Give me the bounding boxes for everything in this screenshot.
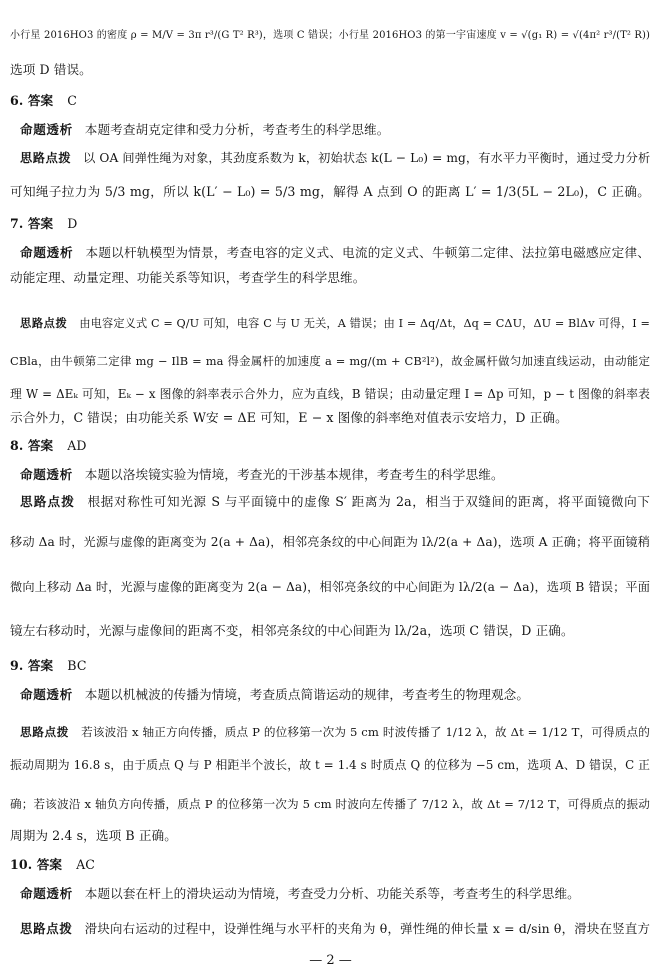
answer-choice: C — [67, 93, 77, 108]
paragraph-start — [20, 921, 650, 937]
section-tag: 命题透析 — [20, 886, 73, 901]
line-text: 振动周期为 16.8 s，由于质点 Q 与 P 相距半个波长，故 t = 1.4 s 时质点 Q 的位移为 −5 cm，选项 A、D 错误，C 正 — [10, 758, 650, 772]
section-tag: 思路点拨 — [20, 725, 70, 739]
answer-heading — [10, 857, 650, 873]
section-tag: 命题透析 — [20, 687, 73, 702]
section-tag: 思路点拨 — [20, 494, 75, 509]
line-text: 确；若该波沿 x 轴负方向传播，质点 P 的位移第一次为 5 cm 时波向左传播了 7/12 λ，故 Δt = 7/12 T，可得质点的振动 — [10, 797, 650, 811]
line-text: 滑块向右运动的过程中，设弹性绳与水平杆的夹角为 θ，弹性绳的伸长量 x = d/sin θ，滑块在竖直方 — [84, 921, 651, 936]
paragraph-start — [20, 724, 650, 740]
paragraph-line — [10, 579, 650, 595]
paragraph-line — [10, 534, 650, 550]
paragraph-line — [10, 410, 650, 426]
section-tag: 思路点拨 — [20, 316, 68, 330]
paragraph-start — [20, 494, 650, 510]
line-text: 小行星 2016HO3 的密度 ρ = M/V = 3π r³/(G T² R³)，选项 C 错误；小行星 2016HO3 的第一宇宙速度 v = √(g₁ R) = √(4π² r³/(T² R)) — [10, 30, 650, 41]
answer-choice: D — [67, 216, 78, 231]
line-text: 移动 Δa 时，光源与虚像的距离变为 2(a + Δa)，相邻亮条纹的中心间距为 lλ/2(a + Δa)，选项 A 正确；将平面镜稍 — [10, 535, 650, 549]
section-tag: 思路点拨 — [20, 151, 72, 165]
paragraph-line — [10, 353, 650, 369]
paragraph-start — [20, 467, 650, 483]
line-text: 根据对称性可知光源 S 与平面镜中的虚像 S′ 距离为 2a，相当于双缝间的距离，将平面镜微向下 — [86, 494, 651, 509]
paragraph-line — [10, 386, 650, 402]
answer-number: 8. 答案 — [10, 438, 54, 453]
paragraph-start — [20, 245, 650, 261]
paragraph-line — [10, 62, 650, 78]
paragraph-line — [10, 623, 650, 639]
line-text: 本题以机械波的传播为情境，考查质点简谐运动的规律，考查考生的物理观念。 — [84, 687, 530, 702]
answer-choice: AD — [67, 438, 87, 453]
paragraph-start — [20, 886, 650, 902]
answer-number: 9. 答案 — [10, 658, 54, 673]
paragraph-start — [20, 687, 650, 703]
line-text: 本题考查胡克定律和受力分析，考查考生的科学思维。 — [84, 122, 390, 137]
line-text: 理 W = ΔEₖ 可知，Eₖ − x 图像的斜率表示合外力，应为直线，B 错误；由动量定理 I = Δp 可知，p − t 图像的斜率表 — [10, 387, 650, 401]
line-text: 动能定理、动量定理、功能关系等知识，考查学生的科学思维。 — [10, 270, 366, 285]
section-tag: 思路点拨 — [20, 921, 73, 936]
page-number: — 2 — — [309, 953, 352, 968]
line-text: CBla，由牛顿第二定律 mg − IlB = ma 得金属杆的加速度 a = mg/(m + CB²l²)，故金属杆做匀加速直线运动，由动能定 — [10, 354, 650, 368]
section-tag: 命题透析 — [20, 122, 73, 137]
answer-heading — [10, 438, 650, 454]
answer-number: 10. 答案 — [10, 857, 63, 872]
line-text: 本题以杆轨模型为情景，考查电容的定义式、电流的定义式、牛顿第二定律、法拉第电磁感应定律、 — [85, 245, 650, 260]
line-text: 由电容定义式 C = Q/U 可知，电容 C 与 U 无关，A 错误；由 I = Δq/Δt，Δq = CΔU，ΔU = BlΔv 可得，I = — [79, 317, 650, 330]
answer-choice: AC — [76, 857, 96, 872]
paragraph-line — [10, 184, 650, 200]
line-text: 选项 D 错误。 — [10, 62, 92, 77]
section-tag: 命题透析 — [20, 245, 74, 260]
paragraph-line — [10, 28, 650, 44]
answer-choice: BC — [67, 658, 87, 673]
paragraph-line — [10, 828, 650, 844]
line-text: 可知绳子拉力为 5/3 mg，所以 k(L′ − L₀) = 5/3 mg，解得 A 点到 O 的距离 L′ = 1/3(5L − 2L₀)，C 正确。 — [10, 184, 650, 199]
answer-heading — [10, 658, 650, 674]
answer-heading — [10, 216, 650, 232]
paragraph-start — [20, 150, 650, 166]
paragraph-start — [20, 122, 650, 138]
line-text: 微向上移动 Δa 时，光源与虚像的距离变为 2(a − Δa)，相邻亮条纹的中心间距为 lλ/2(a − Δa)，选项 B 错误；平面 — [10, 580, 650, 594]
section-tag: 命题透析 — [20, 467, 73, 482]
answer-heading — [10, 93, 650, 109]
answer-number: 6. 答案 — [10, 93, 54, 108]
line-text: 周期为 2.4 s，选项 B 正确。 — [10, 828, 177, 843]
paragraph-line — [10, 270, 650, 286]
line-text: 本题以洛埃镜实验为情境，考查光的干涉基本规律，考查考生的科学思维。 — [84, 467, 504, 482]
answer-number: 7. 答案 — [10, 216, 54, 231]
paragraph-line — [10, 796, 650, 812]
paragraph-start — [20, 315, 650, 332]
line-text: 以 OA 间弹性绳为对象，其劲度系数为 k，初始状态 k(L − L₀) = mg，有水平力平衡时，通过受力分析 — [83, 151, 651, 165]
line-text: 镜左右移动时，光源与虚像间的距离不变，相邻亮条纹的中心间距为 lλ/2a，选项 C 错误，D 正确。 — [10, 623, 574, 638]
line-text: 示合外力，C 错误；由功能关系 W安 = ΔE 可知，E − x 图像的斜率绝对值表示安培力，D 正确。 — [10, 410, 568, 425]
line-text: 本题以套在杆上的滑块运动为情境，考查受力分析、功能关系等，考查考生的科学思维。 — [84, 886, 580, 901]
line-text: 若该波沿 x 轴正方向传播，质点 P 的位移第一次为 5 cm 时波传播了 1/12 λ，故 Δt = 1/12 T，可得质点的 — [81, 725, 650, 739]
paragraph-line — [10, 757, 650, 773]
